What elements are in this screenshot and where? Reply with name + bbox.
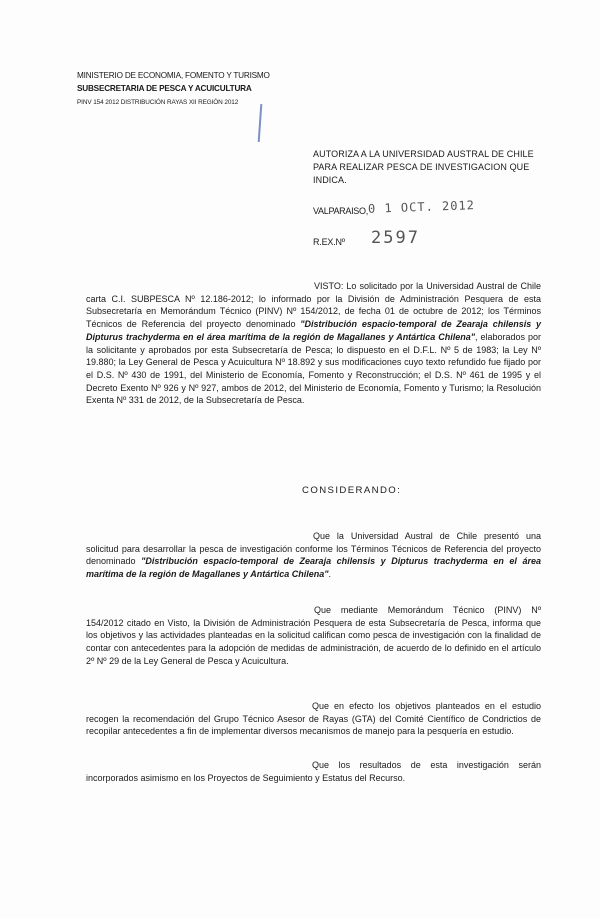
visto-project-name: "Distribución espacio-temporal de Zearaja chilensis y Dipturus trachyderma en el área marítima de la región de Magallanes y Antártica Chilena" (86, 319, 541, 342)
considerando-1 (86, 530, 541, 581)
date-stamp: 0 1 OCT. 2012 (367, 198, 476, 216)
considerando-3 (86, 700, 541, 738)
resolution-title (313, 148, 543, 187)
considerando-4 (86, 759, 541, 784)
c1-end: . (328, 569, 332, 580)
subsecretaria-name: SUBSECRETARIA DE PESCA Y ACUICULTURA (77, 84, 252, 93)
title-line: INDICA. (313, 175, 347, 185)
place-label: VALPARAISO, (313, 206, 368, 216)
c2-lead: Que mediante Memorándum Técnico (PINV) Nº (314, 605, 541, 615)
c1-text: solicitud para desarrollar la pesca de investigación conforme los Términos Técnicos de Referencia del proyecto denominado (86, 543, 541, 567)
title-line: PARA REALIZAR PESCA DE INVESTIGACION QUE (313, 162, 530, 172)
visto-text-cont: , elaborados por la solicitante y aprobados por esta Subsecretaría de Pesca; lo dispuesto en el D.F.L. Nº 5 de 1983; la Ley Nº 19.880; la Ley General de Pesca y Acuicultura Nº 18.892 y sus modificaciones cuyo texto refundido fue fijado por el D.S. Nº 430 de 1991, del Ministerio de Economía, Fomento y Reconstrucción; el D.S. Nº 461 de 1995 y el Decreto Exento Nº 926 y Nº 927, ambos de 2012, del Ministerio de Economía, Fomento y Turismo; la Resolución Exenta Nº 331 de 2012, de la Subsecretaría de Pesca. (86, 331, 541, 406)
document-reference: PINV 154 2012 DISTRIBUCIÓN RAYAS XII REGIÓN 2012 (77, 99, 239, 106)
visto-section (86, 280, 541, 407)
c1-project-name: "Distribución espacio-temporal de Zearaja chilensis y Dipturus trachyderma en el área marítima de la región de Magallanes y Antártica Chilena" (86, 556, 541, 580)
visto-lead: VISTO: Lo solicitado por la Universidad Austral de (314, 281, 518, 291)
title-line: AUTORIZA A LA UNIVERSIDAD AUSTRAL DE CHILE (313, 149, 534, 159)
c2-text: 154/2012 citado en Visto, la División de Administración Pesquera de esta Subsecretaría de Pesca, informa que los objetivos y las actividades planteadas en la solicitud califican como pesca de investigación con la finalidad de contar con antecedentes para la adopción de medidas de administración, de acuerdo de lo definido en el artículo 2º Nº 29 de la Ley General de Pesca y Acuicultura. (86, 617, 541, 666)
c3-text: recogen la recomendación del Grupo Técnico Asesor de Rayas (GTA) del Comité Científico de Condrictios de recopilar antecedentes a fin de implementar diversos mecanismos de manejo para la pesquería en estudio. (86, 713, 541, 737)
c4-text: incorporados asimismo en los Proyectos de Seguimiento y Estatus del Recurso. (86, 772, 406, 783)
c1-lead: Que la Universidad Austral de Chile presentó una (313, 531, 541, 541)
considerando-2 (86, 604, 541, 668)
c3-lead: Que en efecto los objetivos planteados en el estudio (312, 701, 541, 711)
ministry-name: MINISTERIO DE ECONOMIA, FOMENTO Y TURISMO (77, 71, 270, 80)
considerando-heading: CONSIDERANDO: (302, 485, 402, 496)
c4-lead: Que los resultados de esta investigación serán (312, 760, 541, 770)
visto-text: Chile carta C.I. SUBPESCA Nº 12.186-2012; lo informado por la División de Administración Pesquera de esta Subsecretaría en Memorándum Técnico (PINV) Nº 154/2012, de fecha 01 de octubre de 2012; los Términos Técnicos de Referencia del proyecto denominado (86, 281, 541, 330)
pen-mark (258, 104, 263, 142)
resolution-number: 2597 (371, 228, 420, 248)
rex-label: R.EX.Nº (313, 237, 345, 247)
